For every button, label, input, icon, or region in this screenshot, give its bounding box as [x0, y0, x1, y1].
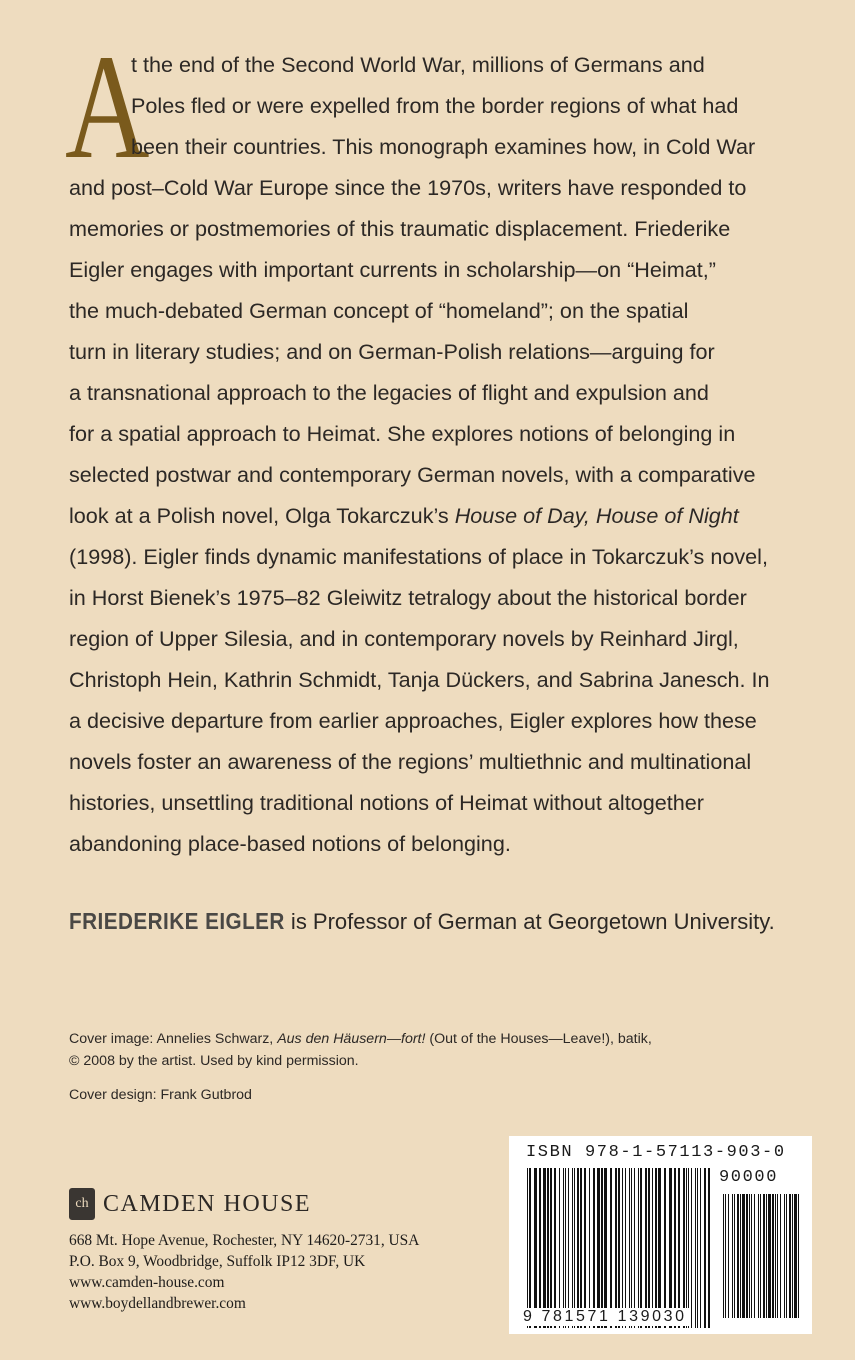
- barcode-bar: [529, 1168, 531, 1328]
- blurb-line: Poles fled or were expelled from the border regions of what had: [131, 93, 739, 118]
- cover-image-credit: [69, 1028, 652, 1050]
- barcode-bar: [777, 1194, 778, 1318]
- barcode-bar: [695, 1168, 696, 1328]
- barcode-bar: [768, 1194, 771, 1318]
- barcode-bar: [597, 1168, 600, 1328]
- barcode-bar: [652, 1168, 653, 1328]
- blurb-line: Eigler engages with important currents in scholarship—on “Heimat,”: [69, 257, 716, 282]
- barcode-bar: [648, 1168, 650, 1328]
- barcode-bar: [664, 1168, 666, 1328]
- barcode-bar: [697, 1168, 698, 1328]
- blurb-line: a transnational approach to the legacies of flight and expulsion and: [69, 380, 709, 405]
- blurb-line: a decisive departure from earlier approaches, Eigler explores how these: [69, 708, 757, 733]
- author-bio: [69, 903, 775, 940]
- author-bio-text: is Professor of German at Georgetown University.: [284, 909, 775, 934]
- barcode-bar: [527, 1168, 528, 1328]
- blurb-line: and post–Cold War Europe since the 1970s, writers have responded to: [69, 175, 747, 200]
- barcode-bar: [554, 1168, 556, 1328]
- barcode-bar: [568, 1168, 569, 1328]
- blurb-line: selected postwar and contemporary German novels, with a comparative: [69, 462, 756, 487]
- barcode-bar: [674, 1168, 676, 1328]
- address-line: P.O. Box 9, Woodbridge, Suffolk IP12 3DF, UK: [69, 1253, 366, 1270]
- barcode-bar: [758, 1194, 759, 1318]
- isbn-number: ISBN 978-1-57113-903-0: [526, 1143, 786, 1162]
- camden-house-logo-icon: ch: [69, 1188, 95, 1220]
- isbn-barcode: [509, 1136, 812, 1334]
- barcode-bar: [728, 1194, 729, 1318]
- publisher-name: CAMDEN HOUSE: [103, 1190, 312, 1217]
- barcode-bar: [645, 1168, 647, 1328]
- barcode-bar: [789, 1194, 791, 1318]
- barcode-bar: [772, 1194, 774, 1318]
- barcode-bar: [760, 1194, 761, 1318]
- barcode-bar: [618, 1168, 620, 1328]
- barcode-bar: [584, 1168, 586, 1328]
- barcode-bar: [740, 1194, 741, 1318]
- address-line: 668 Mt. Hope Avenue, Rochester, NY 14620-2731, USA: [69, 1232, 420, 1249]
- barcode-bar: [638, 1168, 639, 1328]
- blurb-line: [69, 495, 739, 536]
- barcode-bar: [625, 1168, 626, 1328]
- barcode-bar: [786, 1194, 787, 1318]
- barcode-bar: [746, 1194, 748, 1318]
- blurb-line: histories, unsettling traditional notions of Heimat without altogether: [69, 790, 704, 815]
- barcode-bar: [732, 1194, 733, 1318]
- barcode-bar: [563, 1168, 564, 1328]
- blurb-line: for a spatial approach to Heimat. She explores notions of belonging in: [69, 421, 736, 446]
- barcode-bar: [604, 1168, 607, 1328]
- barcode-bar: [634, 1168, 635, 1328]
- cover-credits: [69, 1028, 652, 1106]
- blurb-line: in Horst Bienek’s 1975–82 Gleiwitz tetralogy about the historical border: [69, 585, 747, 610]
- barcode-bar: [550, 1168, 552, 1328]
- barcode-bar: [708, 1168, 710, 1328]
- website-link: www.boydellandbrewer.com: [69, 1295, 246, 1312]
- barcode-bar: [763, 1194, 765, 1318]
- barcode-bar: [622, 1168, 623, 1328]
- blurb-line: been their countries. This monograph examines how, in Cold War: [131, 134, 756, 159]
- barcode-bar: [749, 1194, 750, 1318]
- barcode-bar: [688, 1168, 689, 1328]
- cover-design-credit: Cover design: Frank Gutbrod: [69, 1087, 252, 1103]
- barcode-bar: [640, 1168, 642, 1328]
- blurb-line: t the end of the Second World War, millions of Germans and: [131, 52, 705, 77]
- barcode-bar: [766, 1194, 767, 1318]
- barcode-bar: [580, 1168, 582, 1328]
- blurb-line: novels foster an awareness of the regions’ multiethnic and multinational: [69, 749, 752, 774]
- cover-image-suffix: (Out of the Houses—Leave!), batik,: [425, 1031, 652, 1047]
- blurb-line: abandoning place-based notions of belonging.: [69, 831, 511, 856]
- ean-number: 9 781571 139030: [523, 1308, 691, 1326]
- barcode-bar: [686, 1168, 687, 1328]
- barcode-bar: [678, 1168, 680, 1328]
- barcode-bar: [683, 1168, 685, 1328]
- cover-image-credit-line2: © 2008 by the artist. Used by kind permission.: [69, 1053, 359, 1069]
- barcode-bar: [593, 1168, 595, 1328]
- barcode-bar: [754, 1194, 755, 1318]
- blurb-line: turn in literary studies; and on German-Polish relations—arguing for: [69, 339, 715, 364]
- barcode-bar: [559, 1168, 560, 1328]
- barcode-bar: [691, 1168, 692, 1328]
- barcode-bar: [798, 1194, 799, 1318]
- blurb-line: the much-debated German concept of “homeland”; on the spatial: [69, 298, 689, 323]
- barcode-bar: [742, 1194, 745, 1318]
- book-title-italic: House of Day, House of Night: [454, 503, 739, 528]
- website-link: www.camden-house.com: [69, 1274, 225, 1291]
- author-name: FRIEDERIKE EIGLER: [69, 908, 285, 934]
- publisher-block: [69, 1188, 419, 1314]
- barcode-bar: [589, 1168, 590, 1328]
- blurb-line: memories or postmemories of this traumatic displacement. Friederike: [69, 216, 731, 241]
- barcode-bar: [577, 1168, 579, 1328]
- barcode-bar: [792, 1194, 793, 1318]
- barcode-bar: [574, 1168, 575, 1328]
- barcode-bar: [723, 1194, 724, 1318]
- barcode-bar: [543, 1168, 546, 1328]
- publisher-logo: [69, 1188, 419, 1220]
- barcode-bar: [751, 1194, 752, 1318]
- barcode-bar: [629, 1168, 630, 1328]
- publisher-address: [69, 1230, 419, 1314]
- drop-cap-letter: A: [65, 24, 150, 190]
- barcode-bar: [669, 1168, 672, 1328]
- barcode-bar: [615, 1168, 617, 1328]
- barcode-bar: [601, 1168, 603, 1328]
- blurb-line: (1998). Eigler finds dynamic manifestations of place in Tokarczuk’s novel,: [69, 544, 768, 569]
- barcode-bars: [509, 1136, 812, 1334]
- barcode-bar: [704, 1168, 706, 1328]
- blurb-line: region of Upper Silesia, and in contemporary novels by Reinhard Jirgl,: [69, 626, 739, 651]
- blurb-line: Christoph Hein, Kathrin Schmidt, Tanja Dückers, and Sabrina Janesch. In: [69, 667, 770, 692]
- barcode-bar: [565, 1168, 566, 1328]
- barcode-bar: [658, 1168, 661, 1328]
- cover-image-title: Aus den Häusern—fort!: [277, 1031, 426, 1047]
- barcode-bar: [631, 1168, 632, 1328]
- barcode-bar: [725, 1194, 726, 1318]
- barcode-bar: [534, 1168, 537, 1328]
- barcode-bar: [734, 1194, 735, 1318]
- barcode-bar: [794, 1194, 797, 1318]
- blurb-line-text: look at a Polish novel, Olga Tokarczuk’s: [69, 503, 455, 528]
- cover-image-prefix: Cover image: Annelies Schwarz,: [69, 1031, 278, 1047]
- barcode-bar: [610, 1168, 612, 1328]
- barcode-bar: [539, 1168, 541, 1328]
- barcode-bar: [784, 1194, 785, 1318]
- price-code: 90000: [719, 1168, 779, 1187]
- barcode-bar: [547, 1168, 549, 1328]
- barcode-bar: [655, 1168, 657, 1328]
- barcode-bar: [775, 1194, 776, 1318]
- barcode-bar: [572, 1168, 573, 1328]
- barcode-bar: [780, 1194, 781, 1318]
- barcode-bar: [700, 1168, 701, 1328]
- barcode-bar: [737, 1194, 739, 1318]
